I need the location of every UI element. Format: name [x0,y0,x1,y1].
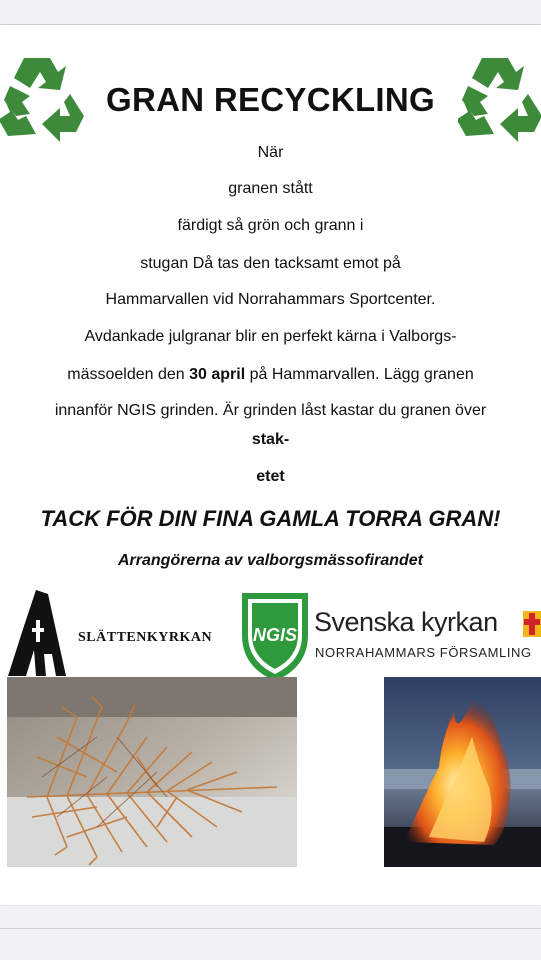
poster-title: GRAN RECYCKLING [105,81,435,118]
divider [0,928,541,929]
svenska-kyrkan-subtitle: NORRAHAMMARS FÖRSAMLING [315,645,532,660]
cross-icon [523,611,541,637]
organizers-text: Arrangörerna av valborgsmässofirandet [118,552,423,569]
ngis-name: NGIS [252,625,298,645]
poem-line-1: När [257,144,284,161]
poem-line-10: etet [256,468,285,485]
poem-line-8: innanför NGIS grinden. Är grinden låst kastar du granen över [54,402,487,419]
browser-bottom-bar [0,906,541,960]
bonfire-photo [384,677,541,867]
slattenkyrkan-emblem [6,590,72,682]
event-date: 30 april [189,366,246,383]
line-7-text-end: på Hammarvallen. Lägg granen [245,366,474,383]
ngis-logo [238,585,312,685]
poem-line-6: Avdankade julgranar blir en perfekt kärna i Valborgs- [84,328,457,345]
poster-page [0,25,541,905]
poem-line-4: stugan Då tas den tacksamt emot på [140,255,401,272]
poem-line-7 [0,365,541,385]
slattenkyrkan-name: SLÄTTENKYRKAN [78,630,213,645]
slattenkyrkan-logo [6,590,236,682]
browser-top-bar [0,0,541,25]
poem-line-9: stak- [251,431,290,448]
thanks-heading: TACK FÖR DIN FINA GAMLA TORRA GRAN! [40,506,501,531]
christmas-tree-photo [7,677,297,867]
line-7-text-start: mässoelden den [67,366,190,383]
svenska-kyrkan-name: Svenska kyrkan [314,607,498,637]
poem-line-2: granen stått [228,180,313,197]
poem-line-3: färdigt så grön och grann i [177,217,364,234]
poem-line-5: Hammarvallen vid Norrahammars Sportcenter. [105,291,436,308]
